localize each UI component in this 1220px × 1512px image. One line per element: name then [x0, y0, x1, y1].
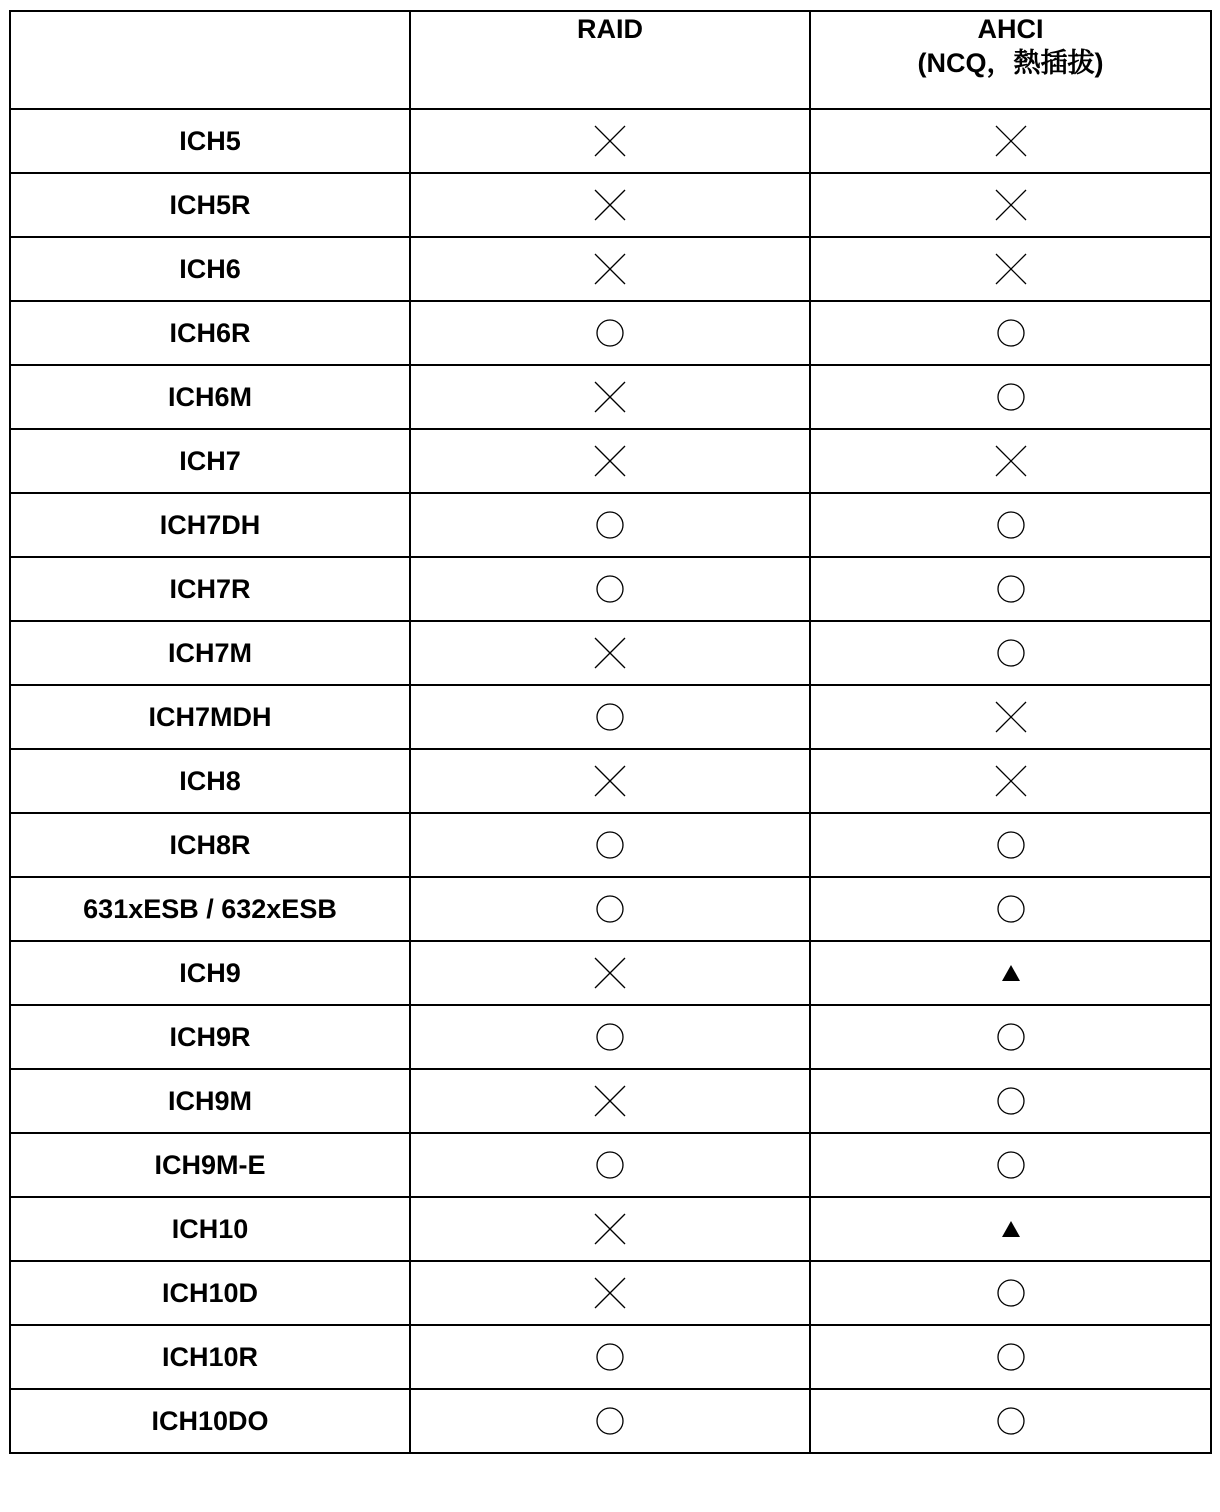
circle-icon — [996, 510, 1026, 540]
cross-icon — [995, 445, 1027, 477]
cross-icon — [995, 765, 1027, 797]
raid-support-cell — [410, 941, 810, 1005]
table-row — [10, 877, 1211, 941]
table-row — [10, 1261, 1211, 1325]
cross-icon — [594, 765, 626, 797]
circle-icon — [996, 638, 1026, 668]
chip-name-cell: ICH10 — [10, 1197, 410, 1261]
ahci-support-cell — [810, 429, 1211, 493]
table-row — [10, 237, 1211, 301]
table-row — [10, 429, 1211, 493]
table-row — [10, 493, 1211, 557]
chip-name-cell: ICH10DO — [10, 1389, 410, 1453]
table-row — [10, 1197, 1211, 1261]
chip-name-cell: ICH6 — [10, 237, 410, 301]
chip-name-cell: 631xESB / 632xESB — [10, 877, 410, 941]
cross-icon — [995, 189, 1027, 221]
raid-support-cell — [410, 1261, 810, 1325]
raid-support-cell — [410, 493, 810, 557]
circle-icon — [595, 574, 625, 604]
table-row — [10, 749, 1211, 813]
ahci-support-cell — [810, 301, 1211, 365]
ahci-support-cell — [810, 1261, 1211, 1325]
circle-icon — [996, 382, 1026, 412]
raid-support-cell — [410, 1325, 810, 1389]
raid-support-cell — [410, 109, 810, 173]
circle-icon — [595, 894, 625, 924]
circle-icon — [595, 830, 625, 860]
table-row — [10, 173, 1211, 237]
chip-name-cell: ICH9M-E — [10, 1133, 410, 1197]
circle-icon — [996, 894, 1026, 924]
raid-support-cell — [410, 1005, 810, 1069]
raid-support-cell — [410, 301, 810, 365]
header-ahci — [810, 11, 1211, 109]
ahci-support-cell — [810, 109, 1211, 173]
raid-support-cell — [410, 173, 810, 237]
table-row — [10, 813, 1211, 877]
table-row — [10, 685, 1211, 749]
table-row — [10, 1005, 1211, 1069]
circle-icon — [595, 702, 625, 732]
table-row — [10, 1133, 1211, 1197]
cross-icon — [594, 637, 626, 669]
header-ahci-line1: AHCI — [977, 14, 1044, 44]
table-row — [10, 109, 1211, 173]
ahci-support-cell — [810, 1133, 1211, 1197]
table-row — [10, 621, 1211, 685]
ahci-support-cell — [810, 941, 1211, 1005]
chip-name-cell: ICH10R — [10, 1325, 410, 1389]
header-chip — [10, 11, 410, 109]
circle-icon — [595, 1022, 625, 1052]
circle-icon — [595, 1342, 625, 1372]
header-row — [10, 11, 1211, 109]
raid-support-cell — [410, 1069, 810, 1133]
triangle-icon — [1000, 1219, 1022, 1239]
ahci-support-cell — [810, 621, 1211, 685]
chip-name-cell: ICH6R — [10, 301, 410, 365]
raid-support-cell — [410, 877, 810, 941]
chip-name-cell: ICH8R — [10, 813, 410, 877]
raid-support-cell — [410, 557, 810, 621]
header-ahci-line2: (NCQ，熱插拔) — [917, 48, 1104, 78]
chip-name-cell: ICH5 — [10, 109, 410, 173]
cross-icon — [594, 1277, 626, 1309]
table-body — [10, 109, 1211, 1453]
chip-name-cell: ICH7R — [10, 557, 410, 621]
ahci-support-cell — [810, 1197, 1211, 1261]
chip-name-cell: ICH5R — [10, 173, 410, 237]
chip-name-cell: ICH10D — [10, 1261, 410, 1325]
circle-icon — [595, 1406, 625, 1436]
circle-icon — [996, 1342, 1026, 1372]
chip-name-cell: ICH7 — [10, 429, 410, 493]
raid-support-cell — [410, 1197, 810, 1261]
chip-name-cell: ICH7MDH — [10, 685, 410, 749]
circle-icon — [595, 318, 625, 348]
cross-icon — [594, 253, 626, 285]
ahci-support-cell — [810, 1389, 1211, 1453]
ahci-support-cell — [810, 1069, 1211, 1133]
cross-icon — [594, 189, 626, 221]
ahci-support-cell — [810, 557, 1211, 621]
cross-icon — [594, 125, 626, 157]
chip-name-cell: ICH8 — [10, 749, 410, 813]
chip-name-cell: ICH9 — [10, 941, 410, 1005]
ahci-support-cell — [810, 749, 1211, 813]
cross-icon — [594, 957, 626, 989]
header-raid: RAID — [410, 11, 810, 109]
raid-support-cell — [410, 685, 810, 749]
raid-support-cell — [410, 1133, 810, 1197]
circle-icon — [996, 830, 1026, 860]
raid-support-cell — [410, 237, 810, 301]
cross-icon — [594, 1085, 626, 1117]
ahci-support-cell — [810, 173, 1211, 237]
circle-icon — [595, 510, 625, 540]
table-row — [10, 941, 1211, 1005]
raid-support-cell — [410, 621, 810, 685]
table-row — [10, 1325, 1211, 1389]
ahci-support-cell — [810, 1325, 1211, 1389]
ahci-support-cell — [810, 877, 1211, 941]
raid-support-cell — [410, 1389, 810, 1453]
triangle-icon — [1000, 963, 1022, 983]
raid-support-cell — [410, 749, 810, 813]
cross-icon — [594, 445, 626, 477]
ahci-support-cell — [810, 1005, 1211, 1069]
ahci-support-cell — [810, 813, 1211, 877]
ahci-support-cell — [810, 237, 1211, 301]
cross-icon — [594, 1213, 626, 1245]
table-row — [10, 365, 1211, 429]
table-row — [10, 301, 1211, 365]
circle-icon — [996, 574, 1026, 604]
chip-name-cell: ICH7M — [10, 621, 410, 685]
chip-name-cell: ICH9R — [10, 1005, 410, 1069]
circle-icon — [595, 1150, 625, 1180]
cross-icon — [995, 125, 1027, 157]
raid-support-cell — [410, 813, 810, 877]
circle-icon — [996, 1278, 1026, 1308]
circle-icon — [996, 1086, 1026, 1116]
ahci-support-cell — [810, 493, 1211, 557]
chip-name-cell: ICH7DH — [10, 493, 410, 557]
cross-icon — [995, 253, 1027, 285]
chip-name-cell: ICH6M — [10, 365, 410, 429]
chipset-support-table — [9, 10, 1212, 1454]
circle-icon — [996, 318, 1026, 348]
table-row — [10, 557, 1211, 621]
circle-icon — [996, 1406, 1026, 1436]
raid-support-cell — [410, 365, 810, 429]
ahci-support-cell — [810, 365, 1211, 429]
chip-name-cell: ICH9M — [10, 1069, 410, 1133]
raid-support-cell — [410, 429, 810, 493]
circle-icon — [996, 1022, 1026, 1052]
circle-icon — [996, 1150, 1026, 1180]
cross-icon — [594, 381, 626, 413]
table-row — [10, 1069, 1211, 1133]
cross-icon — [995, 701, 1027, 733]
table-row — [10, 1389, 1211, 1453]
ahci-support-cell — [810, 685, 1211, 749]
